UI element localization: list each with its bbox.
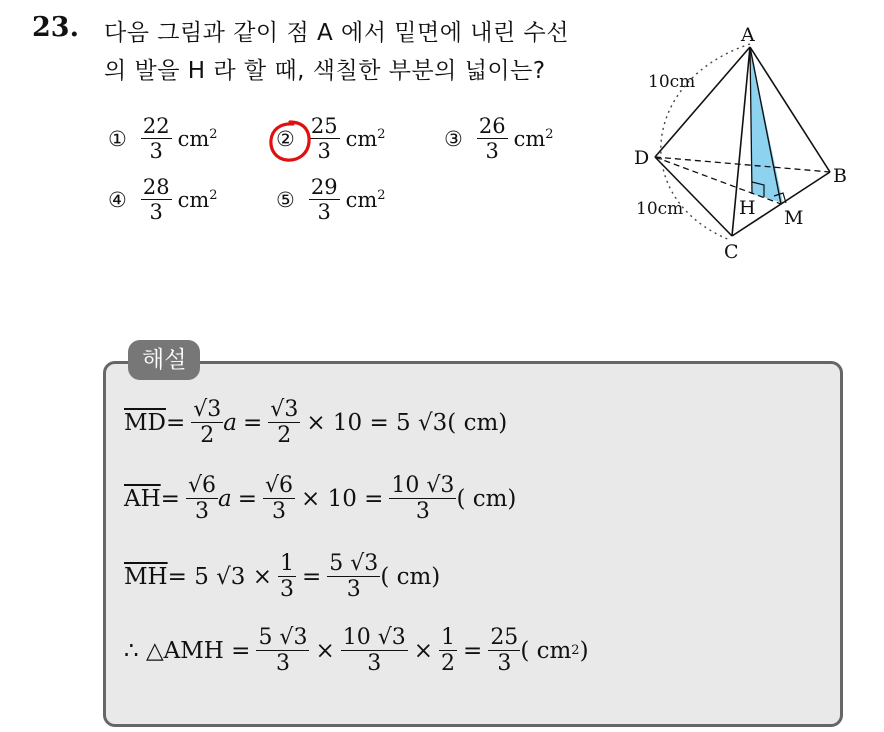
question-number: 23. [32,12,79,43]
solution-line-4: ∴ △AMH = $\frac{5 √3}{3}$ × $\frac{10 √3}{3}$ × $\frac{1}{2}$ = $\frac{25}{3}$ ( cm 2 ) [124,625,589,677]
question-text-line2: 의 발을 H 라 할 때, 색칠한 부분의 넓이는? [104,58,546,84]
edge-length-bottom: 10cm [636,199,684,219]
label-c: C [724,241,739,263]
choice-marker: ① [108,126,127,151]
choice-marker: ⑤ [276,187,295,212]
choice-marker: ③ [444,126,463,151]
label-m: M [784,207,804,229]
label-b: B [833,165,847,187]
choice-unit: $cm^2$ [177,126,218,151]
label-a: A [741,24,755,46]
choice-5[interactable] [276,176,386,223]
choice-fraction: $\frac{25}{3}$ [310,114,338,164]
choice-marker: ④ [108,187,127,212]
choice-fraction: $\frac{29}{3}$ [310,175,338,225]
edge-db-dashed [655,157,830,172]
choice-unit: $cm^2$ [177,187,218,212]
edge-dc [655,157,732,236]
choice-fraction: $\frac{28}{3}$ [142,175,170,225]
choice-1[interactable] [108,115,218,162]
tetrahedron-figure [620,14,860,266]
edge-ad [655,47,750,157]
choice-unit: $cm^2$ [345,187,386,212]
choice-unit: $cm^2$ [345,126,386,151]
choice-fraction: $\frac{22}{3}$ [142,114,170,164]
solution-line-3: $\overline{MH}$ = 5 √3 × $\frac{1}{3}$ = $\frac{5 √3}{3}$ ( cm) [124,551,441,603]
choice-fraction: $\frac{26}{3}$ [478,114,506,164]
label-d: D [634,147,650,169]
choice-3[interactable] [444,115,554,162]
solution-line-2: $\overline{AH}$ = $\frac{√6}{3}$ a = $\frac{√6}{3}$ × 10 = $\frac{10 √3}{3}$ ( cm) [124,473,517,525]
label-h: H [739,197,756,219]
solution-line-1: $\overline{MD}$ = $\frac{√3}{2}$ a = $\frac{√3}{2}$ × 10 = 5 √3( cm) [124,397,508,449]
choice-4[interactable] [108,176,218,223]
choice-marker: ② [276,127,295,151]
choice-2[interactable] [276,115,386,162]
choice-unit: $cm^2$ [513,126,554,151]
question-text-line1: 다음 그림과 같이 점 A 에서 밑면에 내린 수선 [104,20,569,46]
edge-length-top: 10cm [648,72,696,92]
solution-label: 해설 [128,340,200,380]
